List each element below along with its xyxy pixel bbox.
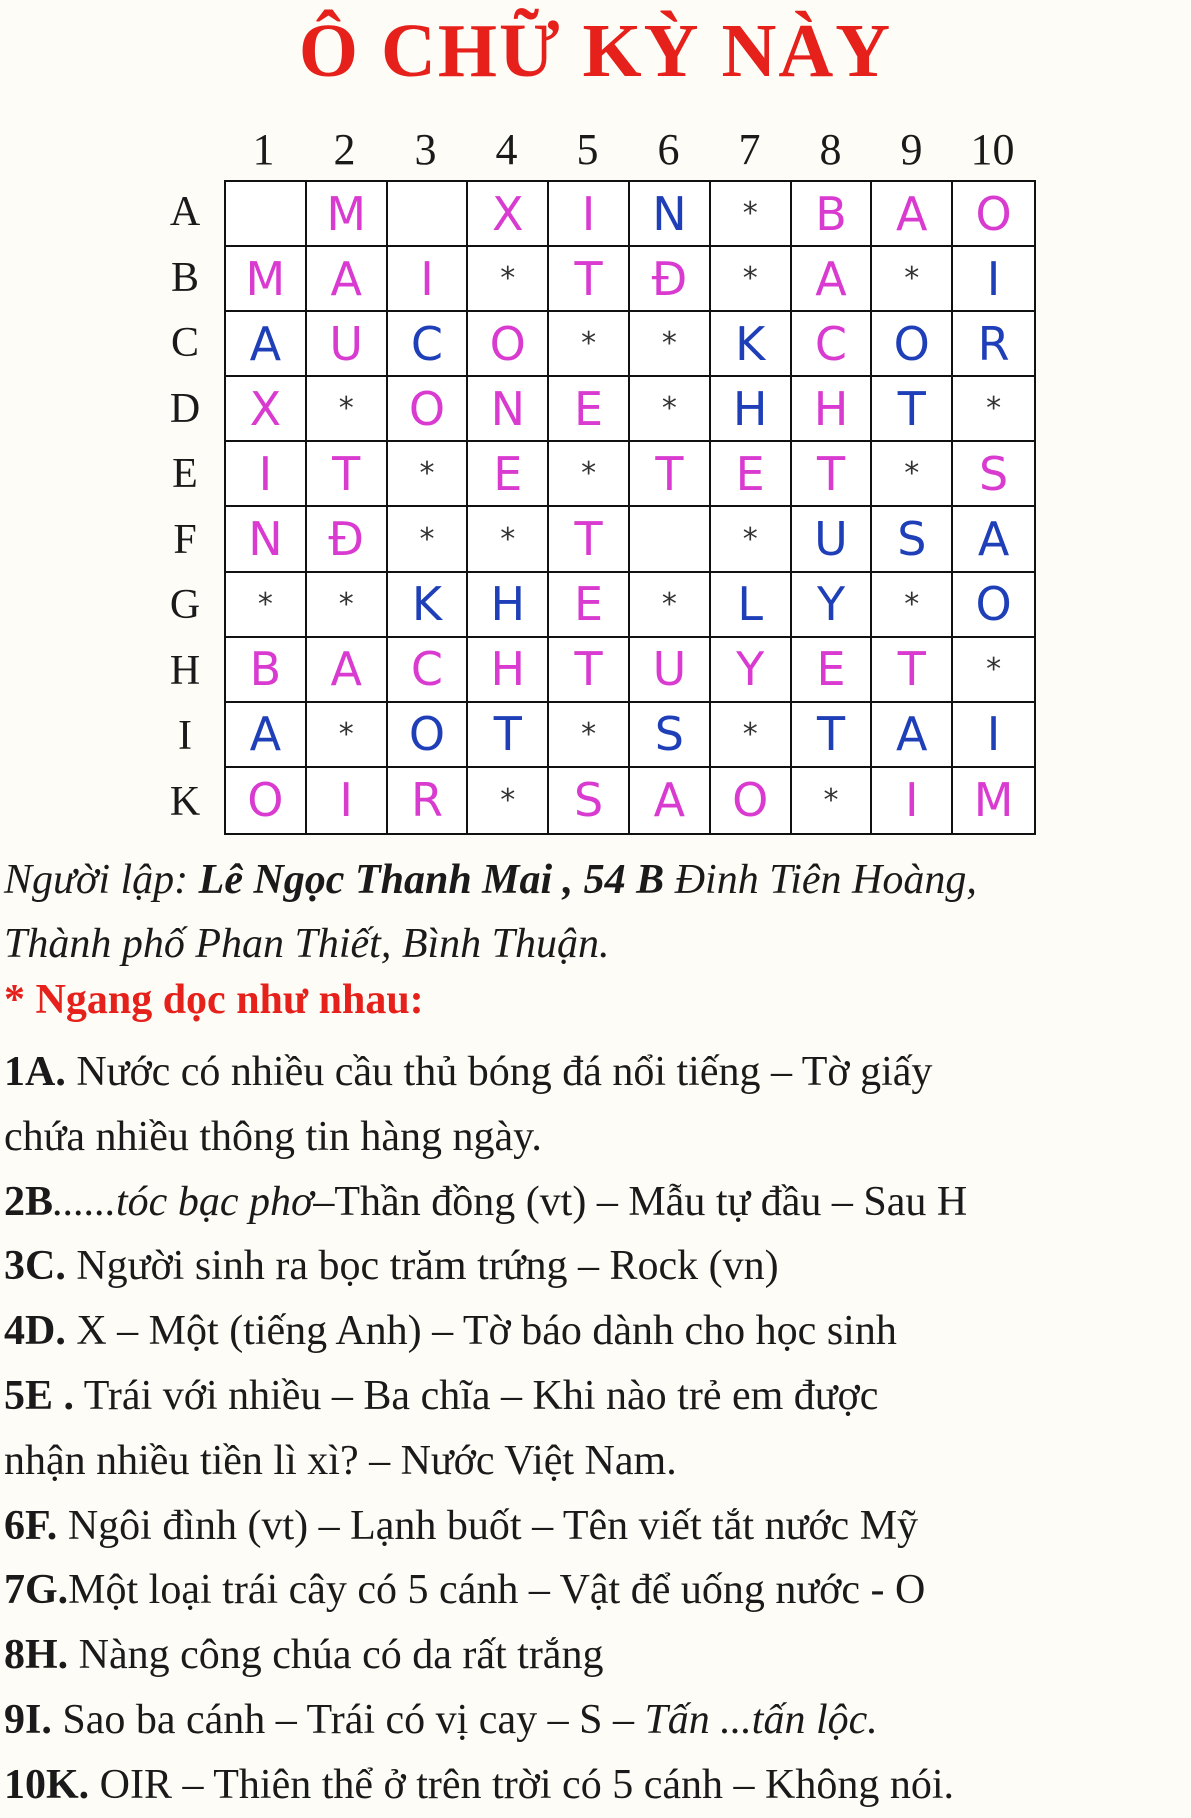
- grid-cell[interactable]: T: [468, 703, 549, 768]
- grid-cell[interactable]: T: [792, 442, 873, 507]
- grid-cell[interactable]: S: [549, 768, 630, 833]
- grid-cell-blocked[interactable]: *: [630, 377, 711, 442]
- clue-line: [4, 1040, 1184, 1105]
- grid-cell[interactable]: I: [953, 247, 1034, 312]
- grid-cell[interactable]: A: [872, 182, 953, 247]
- grid-cell-blocked[interactable]: *: [388, 507, 469, 572]
- clue-line: [4, 1558, 1184, 1623]
- clue-line: [4, 1299, 1184, 1364]
- grid-cell[interactable]: K: [711, 312, 792, 377]
- clue-text: Ngôi đình (vt) – Lạnh buốt – Tên viết tắt nước Mỹ: [57, 1502, 919, 1549]
- grid-cell[interactable]: O: [388, 377, 469, 442]
- clue-text: X – Một (tiếng Anh) – Tờ báo dành cho học sinh: [65, 1308, 897, 1355]
- grid-cell[interactable]: X: [226, 377, 307, 442]
- clue-italic: Tấn ...tấn lộc.: [644, 1696, 878, 1743]
- clue-text: Nàng công chúa có da rất trắng: [68, 1632, 604, 1679]
- row-label: I: [178, 713, 192, 759]
- clue-line: [4, 1623, 1184, 1688]
- column-number: 6: [657, 125, 680, 174]
- grid-cell[interactable]: O: [226, 768, 307, 833]
- grid-cell[interactable]: E: [792, 638, 873, 703]
- grid-cell[interactable]: K: [388, 573, 469, 638]
- clue-text: –Thần đồng (vt) – Mẫu tự đầu – Sau H: [313, 1178, 968, 1225]
- grid-cell[interactable]: I: [226, 442, 307, 507]
- grid-cell[interactable]: T: [630, 442, 711, 507]
- grid-cell-blocked[interactable]: *: [630, 573, 711, 638]
- row-label: F: [173, 516, 197, 563]
- row-label: G: [169, 582, 201, 628]
- column-number: 8: [819, 125, 842, 174]
- grid-cell[interactable]: H: [468, 638, 549, 703]
- grid-cell[interactable]: S: [872, 507, 953, 572]
- clue-number: 4D.: [4, 1308, 66, 1355]
- grid-cell[interactable]: C: [792, 312, 873, 377]
- grid-cell-blocked[interactable]: *: [468, 768, 549, 833]
- row-label: H: [169, 647, 201, 694]
- grid-cell[interactable]: L: [711, 573, 792, 638]
- clue-text: Nước có nhiều cầu thủ bóng đá nổi tiếng – Tờ giấy: [65, 1049, 933, 1095]
- clue-number: 7G.: [4, 1567, 69, 1614]
- grid-cell[interactable]: T: [307, 442, 388, 507]
- grid-cell-blocked[interactable]: *: [307, 703, 388, 768]
- clue-text: Người sinh ra bọc trăm trứng – Rock (vn): [65, 1243, 779, 1290]
- grid-cell[interactable]: Y: [792, 573, 873, 638]
- grid-cell[interactable]: U: [792, 507, 873, 572]
- row-label: E: [172, 451, 198, 497]
- grid-cell[interactable]: R: [953, 312, 1034, 377]
- row-label: K: [169, 778, 201, 825]
- clue-text: chứa nhiều thông tin hàng ngày.: [4, 1113, 542, 1160]
- grid-cell[interactable]: H: [792, 377, 873, 442]
- grid-cell[interactable]: E: [468, 442, 549, 507]
- grid-cell-blocked[interactable]: *: [549, 442, 630, 507]
- clue-number: 2B: [4, 1178, 54, 1225]
- grid-cell[interactable]: O: [953, 573, 1034, 638]
- grid-cell[interactable]: I: [388, 247, 469, 312]
- grid-cell[interactable]: O: [953, 182, 1034, 247]
- grid-cell[interactable]: B: [792, 182, 873, 247]
- clue-number: 5E .: [4, 1372, 75, 1419]
- grid-cell[interactable]: T: [549, 507, 630, 572]
- section-heading: * Ngang dọc như nhau:: [4, 977, 424, 1023]
- clue-text: OIR – Thiên thể ở trên trời có 5 cánh – Không nói.: [89, 1761, 954, 1808]
- grid-cell-blocked[interactable]: *: [953, 638, 1034, 703]
- grid-cell-blocked[interactable]: *: [953, 377, 1034, 442]
- grid-cell[interactable]: A: [307, 638, 388, 703]
- grid-cell-blocked[interactable]: *: [872, 442, 953, 507]
- author-address-2: Thành phố Phan Thiết, Bình Thuận.: [4, 921, 610, 967]
- row-labels: [160, 180, 210, 835]
- grid-cell[interactable]: B: [226, 638, 307, 703]
- grid-cell[interactable]: A: [872, 703, 953, 768]
- grid-cell-blocked[interactable]: *: [711, 507, 792, 572]
- grid-cell[interactable]: C: [388, 312, 469, 377]
- clue-text: Một loại trái cây có 5 cánh – Vật để uống nước - O: [68, 1567, 926, 1614]
- grid-cell[interactable]: T: [872, 638, 953, 703]
- row-label: C: [170, 320, 199, 366]
- grid-cell-blocked[interactable]: *: [872, 573, 953, 638]
- grid-cell[interactable]: N: [468, 377, 549, 442]
- clue-line: [4, 1494, 1184, 1559]
- clue-italic: ......tóc bạc phơ: [53, 1178, 314, 1225]
- grid-cell[interactable]: [388, 182, 469, 247]
- author-credit: [4, 848, 1184, 976]
- author-name: Lê Ngọc Thanh Mai , 54 B: [198, 857, 665, 903]
- column-numbers: [224, 124, 1036, 174]
- puzzle-title: Ô CHỮ KỲ NÀY: [298, 9, 893, 93]
- column-number: 3: [414, 125, 437, 174]
- grid-cell-blocked[interactable]: *: [307, 573, 388, 638]
- grid-cell[interactable]: A: [226, 312, 307, 377]
- grid-cell[interactable]: A: [630, 768, 711, 833]
- row-label: B: [170, 254, 199, 301]
- grid-cell[interactable]: M: [226, 247, 307, 312]
- grid-cell[interactable]: O: [872, 312, 953, 377]
- clue-line: [4, 1170, 1184, 1235]
- grid-cell[interactable]: C: [388, 638, 469, 703]
- clue-text: nhận nhiều tiền lì xì? – Nước Việt Nam.: [4, 1437, 677, 1484]
- clue-number: 10K.: [4, 1761, 90, 1808]
- grid-cell[interactable]: H: [468, 573, 549, 638]
- grid-cell[interactable]: Y: [711, 638, 792, 703]
- grid-cell[interactable]: O: [388, 703, 469, 768]
- clue-line: [4, 1429, 1184, 1494]
- clue-number: 1A.: [4, 1049, 66, 1095]
- grid-cell[interactable]: O: [468, 312, 549, 377]
- grid-cell-blocked[interactable]: *: [549, 312, 630, 377]
- grid-cell-blocked[interactable]: *: [307, 377, 388, 442]
- grid-cell-blocked[interactable]: *: [468, 507, 549, 572]
- grid-cell[interactable]: U: [630, 638, 711, 703]
- grid-cell-blocked[interactable]: *: [226, 573, 307, 638]
- grid-cell[interactable]: S: [630, 703, 711, 768]
- grid-cell[interactable]: Đ: [307, 507, 388, 572]
- grid-cell[interactable]: E: [549, 573, 630, 638]
- grid-cell[interactable]: R: [388, 768, 469, 833]
- grid-cell-blocked[interactable]: *: [711, 703, 792, 768]
- grid-cell[interactable]: E: [549, 377, 630, 442]
- grid-cell[interactable]: [226, 182, 307, 247]
- grid-cell[interactable]: [630, 507, 711, 572]
- grid-cell-blocked[interactable]: *: [711, 182, 792, 247]
- grid-cell[interactable]: U: [307, 312, 388, 377]
- clue-number: 9I.: [4, 1696, 52, 1743]
- grid-cell-blocked[interactable]: *: [872, 247, 953, 312]
- grid-cell[interactable]: I: [953, 703, 1034, 768]
- clue-list: [4, 1040, 1184, 1818]
- grid-cell[interactable]: E: [711, 442, 792, 507]
- grid-cell[interactable]: T: [549, 638, 630, 703]
- author-address-1: Đinh Tiên Hoàng,: [664, 857, 977, 903]
- column-number: 5: [576, 125, 599, 174]
- grid-cell[interactable]: I: [549, 182, 630, 247]
- grid-cell[interactable]: A: [307, 247, 388, 312]
- grid-cell-blocked[interactable]: *: [630, 312, 711, 377]
- grid-cell[interactable]: M: [973, 773, 1014, 828]
- column-number: 2: [333, 125, 356, 174]
- grid-cell[interactable]: A: [792, 247, 873, 312]
- column-number: 4: [495, 125, 518, 174]
- grid-cell[interactable]: I: [307, 768, 388, 833]
- clue-line: [4, 1234, 1184, 1299]
- grid-cell-blocked[interactable]: *: [792, 768, 873, 833]
- column-number: 7: [738, 125, 761, 174]
- grid-cell[interactable]: I: [872, 768, 953, 833]
- row-label: D: [169, 385, 201, 432]
- grid-cell[interactable]: H: [711, 377, 792, 442]
- grid-cell-blocked[interactable]: *: [388, 442, 469, 507]
- column-number: 10: [970, 125, 1015, 174]
- author-prefix: Người lập:: [4, 857, 199, 903]
- grid-cell[interactable]: A: [226, 703, 307, 768]
- row-label: A: [169, 189, 201, 235]
- grid-cell[interactable]: S: [953, 442, 1034, 507]
- column-number: 9: [900, 125, 923, 174]
- grid-cell[interactable]: N: [630, 182, 711, 247]
- grid-cell[interactable]: M: [307, 182, 388, 247]
- clue-text: Sao ba cánh – Trái có vị cay – S –: [51, 1696, 645, 1743]
- clue-line: [4, 1688, 1184, 1753]
- grid-cell-blocked[interactable]: *: [468, 247, 549, 312]
- grid-cell[interactable]: A: [953, 507, 1034, 572]
- column-number: 1: [252, 125, 275, 174]
- grid-cell-blocked[interactable]: *: [711, 247, 792, 312]
- clue-line: [4, 1364, 1184, 1429]
- grid-cell[interactable]: O: [711, 768, 792, 833]
- clue-number: 8H.: [4, 1632, 69, 1679]
- grid-cell[interactable]: T: [792, 703, 873, 768]
- grid-cell[interactable]: Đ: [630, 247, 711, 312]
- grid-cell[interactable]: X: [468, 182, 549, 247]
- crossword-grid: [224, 180, 1036, 835]
- clue-line: [4, 1105, 1184, 1170]
- clue-number: 6F.: [4, 1502, 58, 1549]
- grid-cell[interactable]: T: [549, 247, 630, 312]
- clue-text: Trái với nhiều – Ba chĩa – Khi nào trẻ em được: [74, 1372, 879, 1419]
- grid-cell[interactable]: N: [226, 507, 307, 572]
- clue-number: 3C.: [4, 1243, 66, 1290]
- grid-cell[interactable]: T: [872, 377, 953, 442]
- grid-cell-blocked[interactable]: *: [549, 703, 630, 768]
